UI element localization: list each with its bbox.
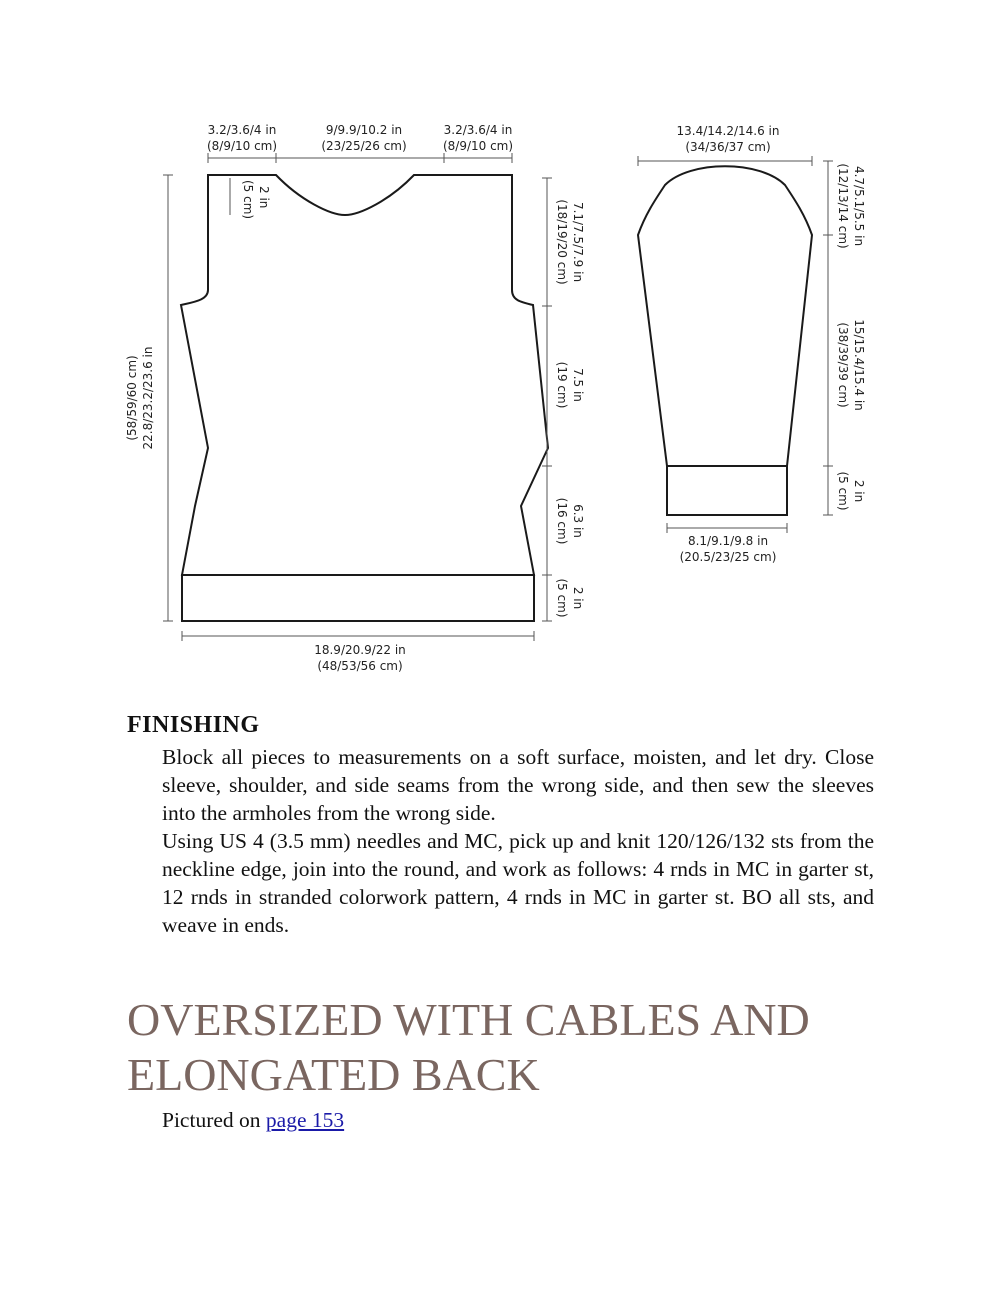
hem-band-cm: (5 cm) [555,578,569,618]
shoulder-left-cm: (8/9/10 cm) [206,139,278,153]
shoulder-right-in: 3.2/3.6/4 in [443,123,513,137]
cap-height-in: 4.7/5.1/5.5 in [852,165,866,247]
neck-width-in: 9/9.9/10.2 in [325,123,403,137]
hem-width-cm: (48/53/56 cm) [317,659,403,673]
cuff-width-in: 8.1/9.1/9.8 in [687,534,769,548]
waist-section-cm: (19 cm) [555,361,569,409]
sleeve-width-in: 13.4/14.2/14.6 in [676,124,780,138]
shoulder-right-cm: (8/9/10 cm) [442,139,514,153]
page-link[interactable]: page 153 [265,1108,345,1132]
pattern-title: OVERSIZED WITH CABLES AND ELONGATED BACK [127,994,810,1100]
hem-width-in: 18.9/20.9/22 in [314,643,406,657]
finishing-heading: FINISHING [127,712,260,738]
shoulder-left-in: 3.2/3.6/4 in [207,123,277,137]
pictured-on-line [162,1108,344,1133]
finishing-paragraph-1: Block all pieces to measurements on a soft surface, moisten, and let dry. Close sleeve, shoulder, and side seams from the wrong side, and then sew the sleeves into the armholes from the wrong side. [162,745,874,825]
waist-section-in: 7.5 in [571,368,585,402]
hip-section-cm: (16 cm) [555,497,569,545]
sleeve-length-cm: (38/39/39 cm) [836,322,850,408]
finishing-paragraph-2: Using US 4 (3.5 mm) needles and MC, pick up and knit 120/126/132 sts from the neckline edge, join into the round, and work as follows: 4 rnds in MC in garter st, 12 rnds in stranded colorwork pattern, 4 rnds in MC in garter st. BO all sts, and weave in ends. [162,829,874,937]
sleeve-width-cm: (34/36/37 cm) [685,140,771,154]
cuff-band-cm: (5 cm) [836,471,850,511]
hip-section-in: 6.3 in [571,504,585,538]
neck-width-cm: (23/25/26 cm) [321,139,407,153]
cap-height-cm: (12/13/14 cm) [836,163,850,249]
neck-depth-in: 2 in [257,186,271,209]
hem-band-in: 2 in [571,586,585,610]
total-length-in: 22.8/23.2/23.6 in [141,346,155,450]
armhole-depth-cm: (18/19/20 cm) [555,199,569,285]
pictured-prefix: Pictured on [162,1108,266,1132]
sleeve-length-in: 15/15.4/15.4 in [852,319,866,411]
sleeve-outline [638,166,812,466]
body-outline [181,175,548,575]
armhole-depth-in: 7.1/7.5/7.9 in [571,201,585,283]
cuff-band-in: 2 in [852,479,866,503]
sleeve-cuff-band [667,466,787,515]
total-length-cm: (58/59/60 cm) [125,355,139,441]
body-hem-band [182,575,534,621]
neck-depth-cm: (5 cm) [241,180,255,220]
cuff-width-cm: (20.5/23/25 cm) [679,550,777,564]
